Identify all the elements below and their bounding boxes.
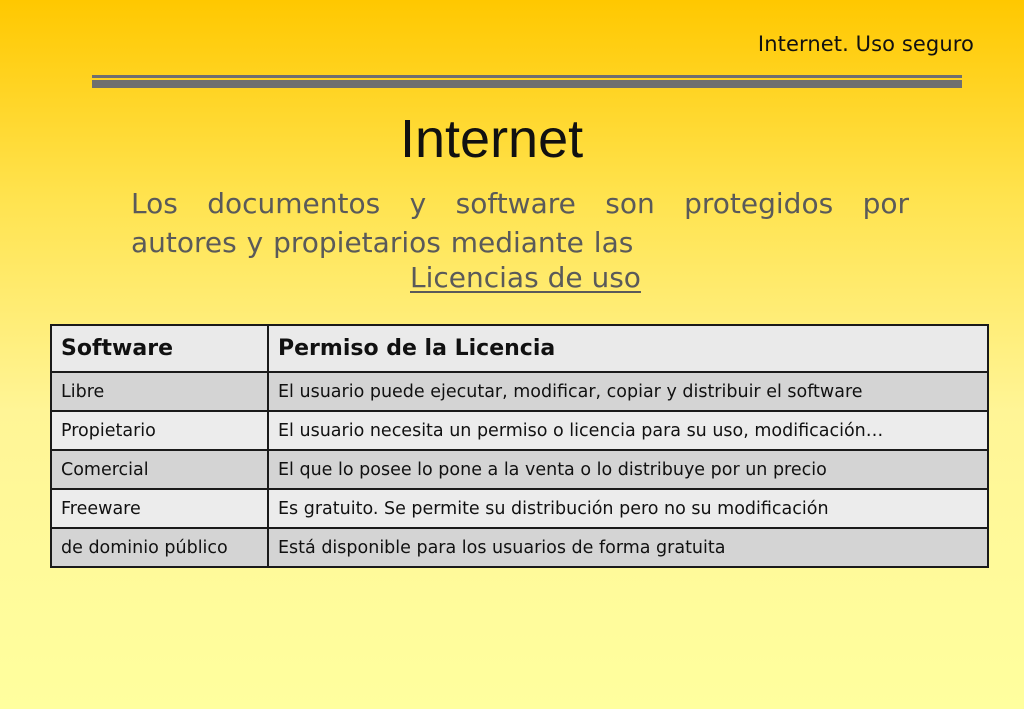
header-rule-thick — [92, 80, 962, 88]
software-type-cell: Freeware — [51, 489, 268, 528]
software-type-cell: Comercial — [51, 450, 268, 489]
header-software: Software — [51, 325, 268, 372]
table-row — [51, 372, 988, 411]
permission-cell: Es gratuito. Se permite su distribución pero no su modificación — [268, 489, 988, 528]
header-permission: Permiso de la Licencia — [268, 325, 988, 372]
license-table — [50, 324, 989, 568]
header-rule-thin — [92, 75, 962, 78]
table-row — [51, 489, 988, 528]
permission-cell: El usuario necesita un permiso o licencia para su uso, modificación… — [268, 411, 988, 450]
licenses-link[interactable]: Licencias de uso — [410, 261, 641, 294]
intro-line-1: Los documentos y software son protegidos por — [131, 187, 909, 220]
software-type-cell: Libre — [51, 372, 268, 411]
permission-cell: Está disponible para los usuarios de forma gratuita — [268, 528, 988, 567]
intro-paragraph — [131, 184, 909, 262]
header-title: Internet. Uso seguro — [757, 32, 974, 56]
table-row — [51, 450, 988, 489]
table-header-row — [51, 325, 988, 372]
software-type-cell: de dominio público — [51, 528, 268, 567]
table-row — [51, 528, 988, 567]
permission-cell: El que lo posee lo pone a la venta o lo distribuye por un precio — [268, 450, 988, 489]
software-type-cell: Propietario — [51, 411, 268, 450]
intro-line-2: autores y propietarios mediante las — [131, 226, 634, 259]
permission-cell: El usuario puede ejecutar, modificar, copiar y distribuir el software — [268, 372, 988, 411]
slide-title: Internet — [400, 109, 584, 169]
table-row — [51, 411, 988, 450]
